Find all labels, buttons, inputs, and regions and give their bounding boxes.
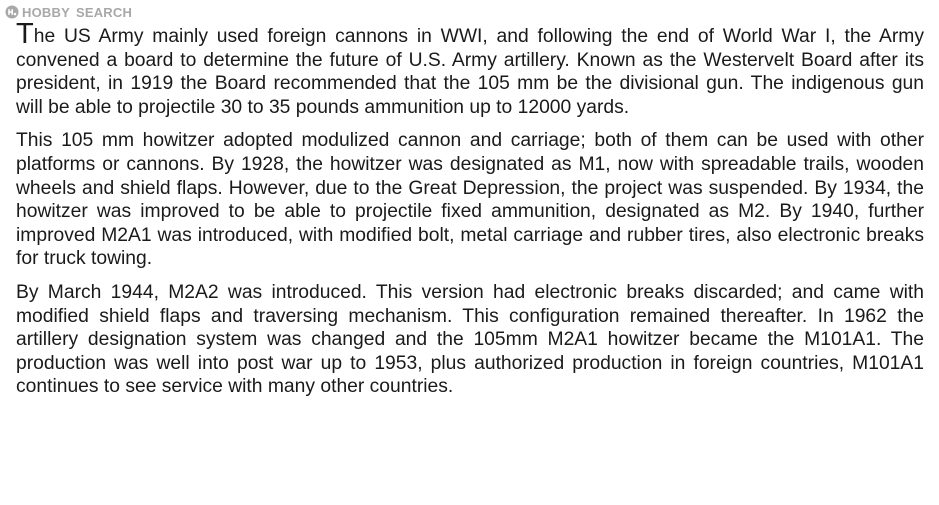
article-body — [16, 18, 924, 409]
paragraph-1-text: he US Army mainly used foreign cannons in WWI, and following the end of World War I, the Army convened a board to determine the future of U.S. Army artillery. Known as the Westervelt Board after its president, in 1919 the Board recommended that the 105 mm be the divisional gun. The indigenous gun will be able to projectile 30 to 35 pounds ammunition up to 12000 yards. — [16, 26, 924, 118]
watermark-brand-hobby: HOBBY — [22, 4, 70, 20]
paragraph-3: By March 1944, M2A2 was introduced. This version had electronic breaks discarded; and came with modified shield flaps and traversing mechanism. This configuration remained thereafter. In 1962 the artillery designation system was changed and the 105mm M2A1 howitzer became the M101A1. The production was well into post war up to 1953, plus authorized production in foreign countries, M101A1 continues to see service with many other countries. — [16, 281, 924, 398]
watermark-brand-search: SEARCH — [75, 4, 133, 20]
paragraph-1-initial-letter: T — [16, 18, 34, 50]
hobby-search-logo-icon — [5, 5, 19, 19]
paragraph-1 — [16, 18, 924, 119]
paragraph-2: This 105 mm howitzer adopted modulized cannon and carriage; both of them can be used with other platforms or cannons. By 1928, the howitzer was designated as M1, now with spreadable trails, wooden wheels and shield flaps. However, due to the Great Depression, the project was suspended. By 1934, the howitzer was improved to be able to projectile fixed ammunition, designated as M2. By 1940, further improved M2A1 was introduced, with modified bolt, metal carriage and rubber tires, also electronic breaks for truck towing. — [16, 130, 924, 270]
